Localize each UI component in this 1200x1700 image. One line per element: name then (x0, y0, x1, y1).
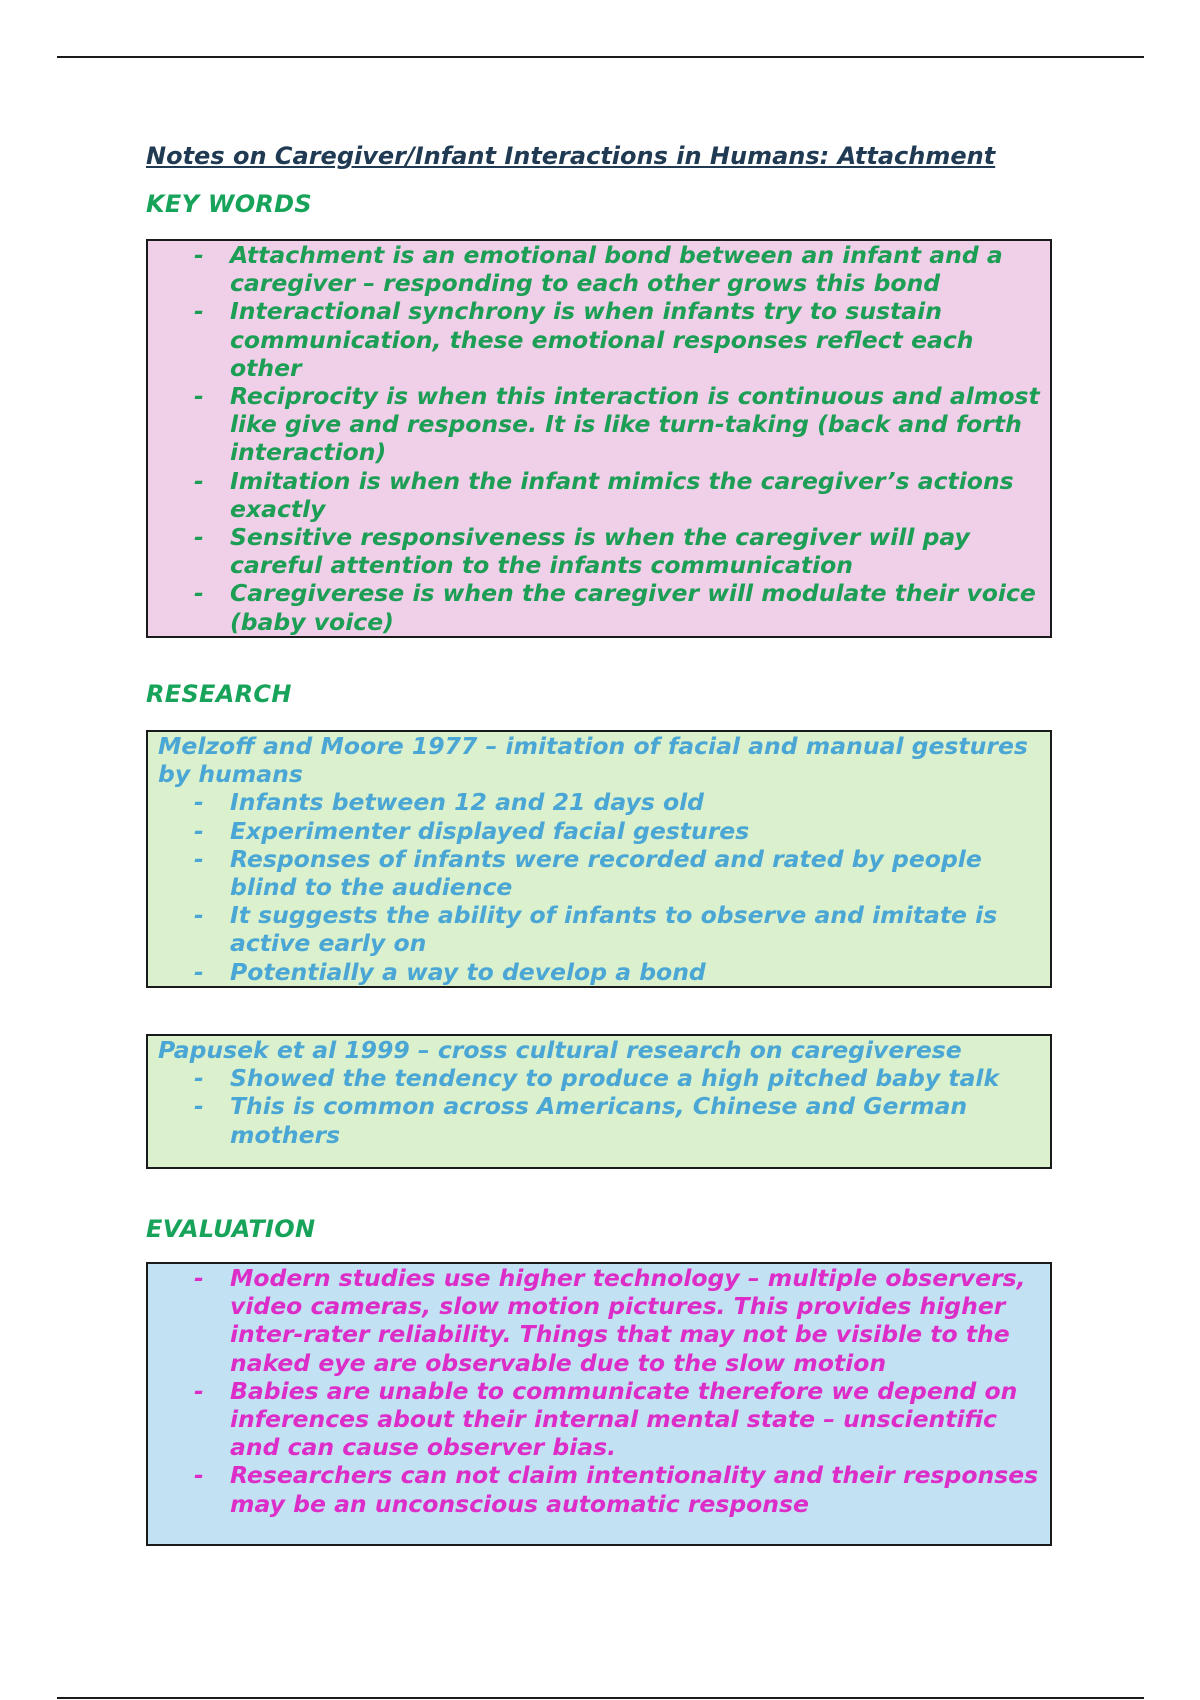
section-heading-evaluation: EVALUATION (146, 1215, 316, 1243)
list-item: - Interactional synchrony is when infants try to sustain communication, these emotional responses reflect each other (148, 297, 1050, 382)
list-item: - Imitation is when the infant mimics the caregiver’s actions exactly (148, 467, 1050, 523)
list-item: - It suggests the ability of infants to observe and imitate is active early on (148, 901, 1050, 957)
study-title: Papusek et al 1999 – cross cultural research on caregiverese (158, 1036, 962, 1064)
list-item: - Potentially a way to develop a bond (148, 958, 1050, 986)
list-item: - This is common across Americans, Chinese and German mothers (148, 1092, 1050, 1148)
study-findings-list (148, 1064, 1050, 1149)
bottom-divider (57, 1697, 1144, 1699)
list-item: - Researchers can not claim intentionality and their responses may be an unconscious automatic response (148, 1461, 1050, 1517)
evaluation-list (148, 1264, 1050, 1518)
page-title: Notes on Caregiver/Infant Interactions in Humans: Attachment (146, 142, 996, 170)
list-item: - Responses of infants were recorded and rated by people blind to the audience (148, 845, 1050, 901)
list-item: - Babies are unable to communicate therefore we depend on inferences about their internal mental state – unscientific and can cause observer bias. (148, 1377, 1050, 1462)
list-item: - Sensitive responsiveness is when the caregiver will pay careful attention to the infants communication (148, 523, 1050, 579)
list-item: - Experimenter displayed facial gestures (148, 817, 1050, 845)
list-item: - Attachment is an emotional bond between an infant and a caregiver – responding to each other grows this bond (148, 241, 1050, 297)
list-item: - Infants between 12 and 21 days old (148, 788, 1050, 816)
research-study-box-melzoff (146, 730, 1052, 988)
top-divider (57, 56, 1144, 58)
list-item: - Modern studies use higher technology – multiple observers, video cameras, slow motion pictures. This provides higher inter-rater reliability. Things that may not be visible to the naked eye are observable due to the slow motion (148, 1264, 1050, 1377)
key-words-box (146, 239, 1052, 638)
key-words-list (148, 241, 1050, 636)
study-title: Melzoff and Moore 1977 – imitation of facial and manual gestures by humans (158, 732, 1028, 789)
list-item: - Showed the tendency to produce a high pitched baby talk (148, 1064, 1050, 1092)
section-heading-research: RESEARCH (146, 680, 292, 708)
section-heading-key-words: KEY WORDS (146, 190, 312, 218)
research-study-box-papusek (146, 1034, 1052, 1169)
list-item: - Reciprocity is when this interaction is continuous and almost like give and response. It is like turn-taking (back and forth interaction) (148, 382, 1050, 467)
list-item: - Caregiverese is when the caregiver will modulate their voice (baby voice) (148, 579, 1050, 635)
evaluation-box (146, 1262, 1052, 1546)
study-findings-list (148, 788, 1050, 985)
